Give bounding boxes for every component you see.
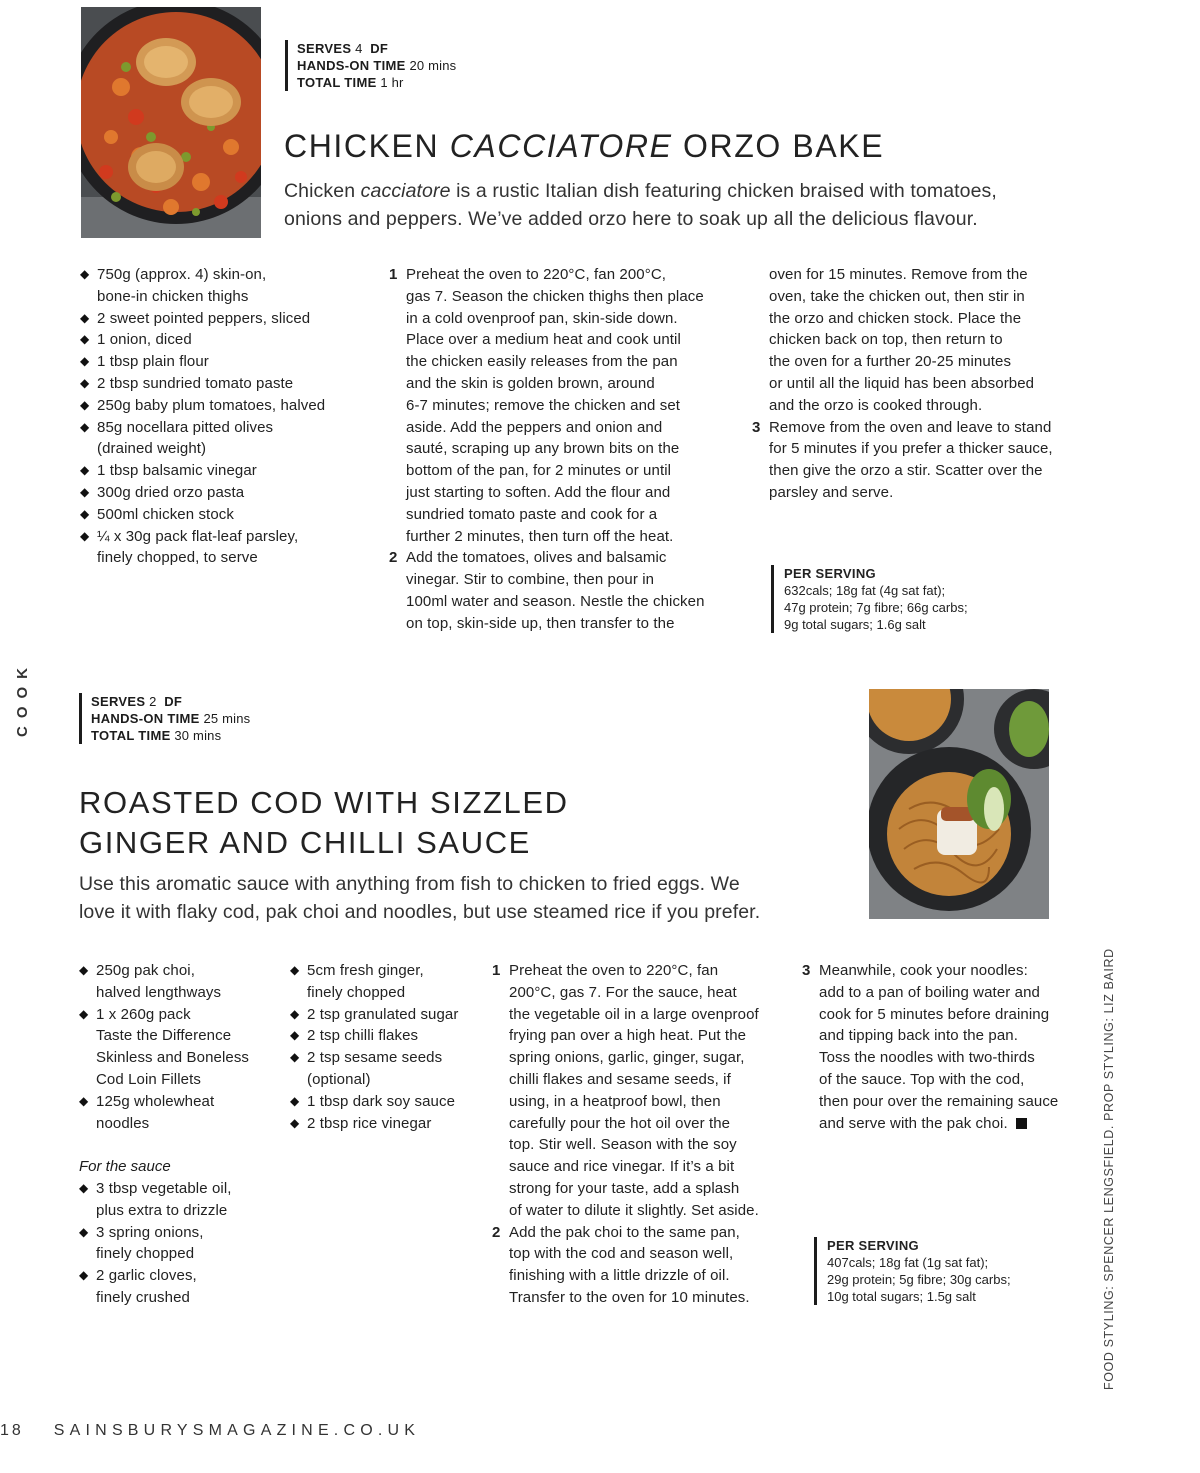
ingredient-line: ◆ 2 garlic cloves, (96, 1267, 197, 1285)
ingredient-line: ◆ 3 tbsp vegetable oil, (96, 1179, 232, 1197)
ingredient-item (80, 526, 375, 570)
text-line: Preheat the oven to 220°C, fan (509, 962, 719, 979)
text-line: 47g protein; 7g fibre; 66g carbs; (784, 600, 968, 615)
text-line: add to a pan of boiling water and (819, 983, 1040, 1001)
recipe1-intro (284, 177, 997, 233)
title-part: CHICKEN (284, 128, 450, 164)
styling-credit: FOOD STYLING: SPENCER LENGSFIELD. PROP STYLING: LIZ BAIRD (1102, 948, 1116, 1390)
text-line: chilli flakes and sesame seeds, if (509, 1070, 731, 1088)
intro-text: is a rustic Italian dish featuring chicken braised with tomatoes, (450, 180, 997, 202)
ingredient-line: finely chopped, to serve (97, 549, 258, 567)
ingredient-item (80, 417, 375, 461)
text-line: further 2 minutes, then turn off the heat. (406, 527, 674, 545)
ingredient-item (80, 395, 375, 417)
text-line: sauce and rice vinegar. If it’s a bit (509, 1158, 735, 1176)
text-line: top. Stir well. Season with the soy (509, 1136, 737, 1154)
ingredient-line: ◆ 2 tsp sesame seeds (307, 1049, 443, 1067)
ingredient-line: ◆ 1 onion, diced (97, 331, 192, 349)
recipe2-intro (79, 870, 760, 926)
recipe2-nutrition (814, 1237, 1011, 1305)
text-line: 200°C, gas 7. For the sauce, heat (509, 983, 737, 1001)
text-line: gas 7. Season the chicken thighs then place (406, 287, 704, 305)
ingredient-line: Skinless and Boneless (96, 1049, 250, 1067)
end-square-icon (1016, 1118, 1027, 1129)
total-time-value: 30 mins (174, 728, 222, 743)
text-line: and tipping back into the pan. (819, 1027, 1018, 1045)
ingredient-item (290, 1004, 490, 1026)
ingredient-item (79, 1004, 284, 1091)
ingredient-item (79, 1222, 284, 1266)
dairy-free-tag: DF (164, 694, 183, 709)
ingredient-line: ◆ 85g nocellara pitted olives (97, 418, 274, 436)
text-line: Toss the noodles with two-thirds (819, 1049, 1035, 1067)
ingredient-item (79, 1265, 284, 1309)
text-line: finishing with a little drizzle of oil. (509, 1267, 730, 1285)
text-line: strong for your taste, add a splash (509, 1179, 740, 1197)
text-line: frying pan over a high heat. Put the (509, 1027, 747, 1045)
ingredient-line: ◆ 5cm fresh ginger, (307, 962, 424, 979)
method-step (492, 960, 792, 1222)
ingredient-list (79, 960, 284, 1134)
serves-value: 4 (355, 41, 363, 56)
text-line: and the skin is golden brown, around (406, 374, 655, 392)
serves-label: SERVES (297, 41, 352, 56)
text-line: oven for 15 minutes. Remove from the (769, 266, 1028, 283)
ingredient-line: Cod Loin Fillets (96, 1070, 201, 1088)
method-step (802, 960, 1097, 1134)
sauce-subheading: For the sauce (79, 1158, 171, 1176)
ingredient-line: (optional) (307, 1070, 371, 1088)
total-time-value: 1 hr (380, 75, 404, 90)
hands-on-label: HANDS-ON TIME (91, 711, 200, 726)
text-line: using, in a heatproof bowl, then (509, 1092, 721, 1110)
text-line: top with the cod and season well, (509, 1245, 734, 1263)
ingredient-item (290, 1113, 490, 1135)
ingredient-item (80, 482, 375, 504)
text-line: cook for 5 minutes before draining (819, 1005, 1050, 1023)
hands-on-value: 25 mins (203, 711, 251, 726)
page-footer (0, 1422, 420, 1440)
text-line: Add the pak choi to the same pan, (509, 1223, 740, 1241)
recipe2-ingredients-col1 (79, 960, 284, 1309)
text-line: and serve with the pak choi. (819, 1113, 1097, 1135)
intro-italic: cacciatore (360, 180, 451, 202)
recipe2-meta (79, 693, 250, 744)
recipe2-ingredients-col2 (290, 960, 490, 1134)
intro-text: Chicken (284, 180, 361, 202)
ingredient-item (80, 329, 375, 351)
text-line: Meanwhile, cook your noodles: (819, 962, 1028, 979)
ingredient-line: ◆ 750g (approx. 4) skin-on, (97, 266, 267, 283)
text-line: carefully pour the hot oil over the (509, 1114, 731, 1132)
text-line: of the sauce. Top with the cod, (819, 1070, 1025, 1088)
text-line: sundried tomato paste and cook for a (406, 505, 658, 523)
ingredient-line: plus extra to drizzle (96, 1201, 228, 1219)
ingredient-line: ◆ 1 tbsp dark soy sauce (307, 1092, 456, 1110)
serves-value: 2 (149, 694, 157, 709)
step-number: 1 (389, 266, 398, 283)
text-line: on top, skin-side up, then transfer to the (406, 614, 675, 632)
text-line: just starting to soften. Add the flour and (406, 483, 671, 501)
title-line: GINGER AND CHILLI SAUCE (79, 825, 531, 860)
text-line: Remove from the oven and leave to stand (769, 418, 1052, 436)
ingredient-line: ◆ 1 x 260g pack (96, 1005, 191, 1023)
text-line: 9g total sugars; 1.6g salt (784, 617, 926, 632)
ingredient-line: finely crushed (96, 1288, 190, 1306)
ingredient-item (80, 264, 375, 308)
ingredient-item (80, 351, 375, 373)
text-line: and the orzo is cooked through. (769, 396, 983, 414)
text-line: 6-7 minutes; remove the chicken and set (406, 396, 681, 414)
ingredient-item (290, 1091, 490, 1113)
ingredient-line: ◆ 3 spring onions, (96, 1223, 204, 1241)
title-part: ORZO BAKE (672, 128, 885, 164)
text-line: 100ml water and season. Nestle the chicken (406, 592, 705, 610)
recipe1-nutrition (771, 565, 968, 633)
sauce-ingredient-list (79, 1178, 284, 1309)
recipe1-ingredients (80, 264, 375, 569)
ingredient-line: ◆ 2 tsp chilli flakes (307, 1027, 419, 1045)
ingredient-line: finely chopped (307, 983, 406, 1001)
ingredient-line: ◆ 2 sweet pointed peppers, sliced (97, 309, 311, 327)
ingredient-line: ◆ 2 tsp granulated sugar (307, 1005, 459, 1023)
ingredient-item (80, 460, 375, 482)
text-line: of water to dilute it slightly. Set aside. (509, 1201, 759, 1219)
title-line: ROASTED COD WITH SIZZLED (79, 785, 569, 820)
ingredient-line: noodles (96, 1114, 150, 1132)
ingredient-item (80, 373, 375, 395)
text-line: parsley and serve. (769, 483, 894, 501)
ingredient-line: ◆ 2 tbsp sundried tomato paste (97, 374, 294, 392)
ingredient-line: ◆ 250g pak choi, (96, 962, 195, 979)
text-line: spring onions, garlic, ginger, sugar, (509, 1049, 745, 1067)
text-line: 407cals; 18g fat (1g sat fat); (827, 1255, 989, 1270)
recipe1-title (284, 128, 884, 165)
intro-text: love it with flaky cod, pak choi and noodles, but use steamed rice if you prefer. (79, 901, 761, 923)
page-number: 18 (0, 1422, 24, 1439)
step-number: 2 (389, 549, 398, 567)
ingredient-item (79, 960, 284, 1004)
text-line: in a cold ovenproof pan, skin-side down. (406, 309, 678, 327)
ingredient-line: ◆ 300g dried orzo pasta (97, 483, 245, 501)
method-step-continued (752, 264, 1092, 417)
step-number: 2 (492, 1223, 501, 1241)
text-line: 632cals; 18g fat (4g sat fat); (784, 583, 946, 598)
ingredient-line: ◆ 250g baby plum tomatoes, halved (97, 396, 326, 414)
magazine-website: SAINSBURYSMAGAZINE.CO.UK (53, 1422, 421, 1439)
text-line: Place over a medium heat and cook until (406, 331, 681, 349)
hands-on-value: 20 mins (409, 58, 457, 73)
recipe2-title (79, 783, 569, 863)
text-line: then give the orzo a stir. Scatter over the (769, 462, 1043, 480)
recipe1-meta (285, 40, 456, 91)
intro-text: onions and peppers. We’ve added orzo here to soak up all the delicious flavour. (284, 208, 978, 230)
text-line: bottom of the pan, for 2 minutes or until (406, 462, 672, 480)
ingredient-line: finely chopped (96, 1245, 195, 1263)
method-step (752, 417, 1092, 504)
text-line: the chicken easily releases from the pan (406, 353, 678, 371)
ingredient-line: Taste the Difference (96, 1027, 232, 1045)
text-line: the oven for a further 20-25 minutes (769, 353, 1012, 371)
ingredient-line: ◆ 125g wholewheat (96, 1092, 215, 1110)
step-number: 3 (752, 418, 761, 436)
method-step (389, 264, 739, 547)
ingredient-item (79, 1091, 284, 1135)
ingredient-item (80, 504, 375, 526)
text-line: Add the tomatoes, olives and balsamic (406, 549, 667, 567)
text-line: for 5 minutes if you prefer a thicker sauce, (769, 440, 1053, 458)
text-line: Preheat the oven to 220°C, fan 200°C, (406, 266, 667, 283)
roasted-cod-photo (869, 689, 1049, 919)
text-line: or until all the liquid has been absorbed (769, 374, 1035, 392)
text-line: the vegetable oil in a large ovenproof (509, 1005, 759, 1023)
text-line: the orzo and chicken stock. Place the (769, 309, 1022, 327)
ingredient-item (290, 960, 490, 1004)
nutrition-heading: PER SERVING (784, 566, 876, 581)
recipe2-method-col1 (492, 960, 792, 1309)
hands-on-label: HANDS-ON TIME (297, 58, 406, 73)
ingredient-line: ◆ ¼ x 30g pack flat-leaf parsley, (97, 527, 299, 545)
text-line: then pour over the remaining sauce (819, 1092, 1059, 1110)
step-number: 1 (492, 962, 501, 979)
text-line: chicken back on top, then return to (769, 331, 1003, 349)
ingredient-item (80, 308, 375, 330)
ingredient-item (290, 1025, 490, 1047)
ingredient-item (79, 1178, 284, 1222)
recipe2-method-col2 (802, 960, 1097, 1134)
text-line: aside. Add the peppers and onion and (406, 418, 663, 436)
ingredient-line: (drained weight) (97, 440, 207, 458)
text-line: sauté, scraping up any brown bits on the (406, 440, 680, 458)
ingredient-line: ◆ 500ml chicken stock (97, 505, 234, 523)
serves-label: SERVES (91, 694, 146, 709)
text-line: 29g protein; 5g fibre; 30g carbs; (827, 1272, 1011, 1287)
method-step (492, 1222, 792, 1309)
chicken-cacciatore-photo (81, 7, 261, 238)
ingredient-line: bone-in chicken thighs (97, 287, 249, 305)
intro-text: Use this aromatic sauce with anything from fish to chicken to fried eggs. We (79, 873, 740, 895)
recipe1-method-col2 (752, 264, 1092, 504)
title-italic-part: CACCIATORE (449, 128, 673, 164)
text-line: vinegar. Stir to combine, then pour in (406, 571, 655, 589)
ingredient-item (290, 1047, 490, 1091)
total-time-label: TOTAL TIME (91, 728, 171, 743)
text-line: Transfer to the oven for 10 minutes. (509, 1288, 750, 1306)
text-line: oven, take the chicken out, then stir in (769, 287, 1025, 305)
method-step (389, 547, 739, 634)
text-line: 10g total sugars; 1.5g salt (827, 1289, 976, 1304)
ingredient-line: halved lengthways (96, 983, 222, 1001)
ingredient-line: ◆ 2 tbsp rice vinegar (307, 1114, 432, 1132)
nutrition-heading: PER SERVING (827, 1238, 919, 1253)
total-time-label: TOTAL TIME (297, 75, 377, 90)
ingredient-line: ◆ 1 tbsp plain flour (97, 353, 209, 371)
recipe1-method-col1 (389, 264, 739, 635)
section-label-text: COOK (14, 660, 31, 737)
ingredient-line: ◆ 1 tbsp balsamic vinegar (97, 462, 257, 480)
step-number: 3 (802, 962, 811, 979)
dairy-free-tag: DF (370, 41, 389, 56)
